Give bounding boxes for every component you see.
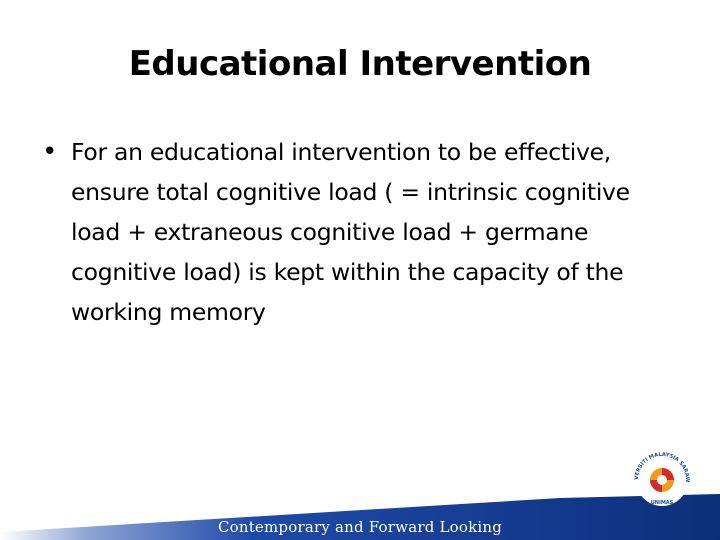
bullet-dot-icon: • <box>42 137 58 167</box>
university-seal-icon <box>630 446 694 510</box>
svg-text:UNIVERSITI MALAYSIA SARAWAK: VERSITI MALAYSIA SARAW <box>633 451 691 483</box>
slide-title: Educational Intervention <box>128 44 592 84</box>
footer-tagline: Contemporary and Forward Looking <box>217 518 503 536</box>
university-logo <box>630 446 694 510</box>
bullet-text: For an educational intervention to be effective, ensure total cognitive load ( = intrinsic cognitive load + extraneous cognitive load + germane cognitive load) is kept within the capacity of the working memory <box>71 138 630 326</box>
svg-text:UNIMAS: UNIMAS <box>650 500 674 506</box>
bullet-item <box>42 132 682 332</box>
